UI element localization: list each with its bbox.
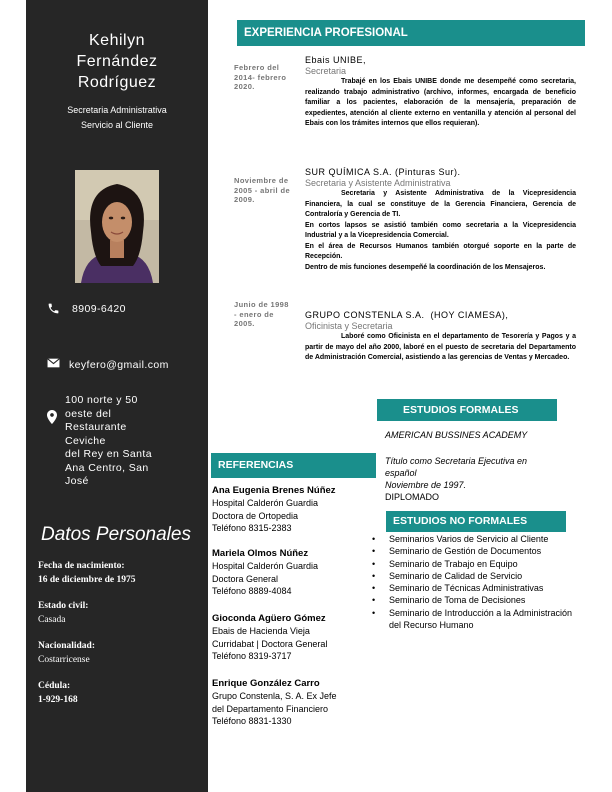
job-date-line: Junio de 1998	[234, 300, 289, 309]
civil-status-label: Estado civil:	[38, 601, 89, 611]
reference-entry	[212, 548, 377, 597]
job-date-line: - enero de	[234, 309, 274, 319]
job-description-text: En el área de Recursos Humanos también otorgué soporte en la parte de Recepción.	[305, 242, 576, 260]
reference-entry	[212, 485, 377, 534]
id-number-value: 1-929-168	[38, 694, 78, 705]
job-title	[26, 103, 208, 133]
reference-name: Gioconda Agüero Gómez	[212, 613, 326, 624]
email-address: keyfero@gmail.com	[69, 359, 169, 371]
degree-line: español	[385, 468, 417, 478]
job-date-line: Noviembre de	[234, 176, 289, 185]
job-position: Secretaria y Asistente Administrativa	[305, 178, 451, 188]
phone-number: 8909-6420	[72, 303, 126, 315]
reference-detail: Hospital Calderón Guardia	[212, 561, 319, 572]
degree-line: Título como Secretaria Ejecutiva en	[385, 456, 528, 466]
birth-date-label: Fecha de nacimiento:	[38, 561, 125, 571]
list-item: • Seminario de Gestión de Documentos	[372, 545, 572, 557]
company-name: SUR QUÍMICA S.A. (Pinturas Sur).	[305, 167, 461, 177]
job-entry	[305, 167, 576, 273]
job-description-text: En cortos lapsos se asistió también como secretaria a la Vicepresidencia Industrial y a la Vicepresidencia Comercial.	[305, 221, 576, 239]
list-item: • Seminario de Introducción a la Administración del Recurso Humano	[372, 607, 572, 632]
job-date-line: 2020.	[234, 82, 255, 91]
location-pin-icon	[47, 410, 57, 424]
reference-detail: Ebais de Hacienda Vieja	[212, 626, 310, 637]
nationality-label: Nacionalidad:	[38, 641, 96, 651]
job-position: Secretaria	[305, 66, 347, 76]
address-line: oeste del	[65, 407, 112, 420]
job-entry	[305, 310, 576, 364]
list-item: • Seminario de Trabajo en Equipo	[372, 558, 572, 570]
address-line: del Rey en Santa	[65, 448, 152, 460]
name-line: Rodríguez	[77, 74, 157, 91]
reference-detail: Doctora de Ortopedia	[212, 510, 299, 521]
formal-school: AMERICAN BUSSINES ACADEMY	[385, 430, 528, 440]
reference-phone: Teléfono 8831-1330	[212, 715, 292, 726]
address-line: Ceviche	[65, 434, 106, 447]
nonformal-studies-list	[372, 533, 572, 631]
list-item: • Seminarios Varios de Servicio al Cliente	[372, 533, 572, 545]
profile-photo	[75, 170, 159, 283]
name-line: Kehilyn	[89, 32, 145, 49]
list-item: • Seminario de Calidad de Servicio	[372, 570, 572, 582]
person-name	[26, 30, 208, 93]
phone-icon	[47, 302, 60, 315]
reference-detail: Curridabat | Doctora General	[212, 638, 328, 649]
job-description	[305, 189, 576, 273]
job-date-line: Febrero del	[234, 63, 280, 72]
experience-heading: EXPERIENCIA PROFESIONAL	[237, 20, 585, 46]
list-item: • Seminario de Técnicas Administrativas	[372, 582, 572, 594]
id-number	[38, 680, 78, 707]
reference-phone: Teléfono 8889-4084	[212, 585, 292, 596]
job-description	[305, 77, 576, 130]
address	[65, 394, 152, 489]
job-description-text: Laboré como Oficinista en el departamento de Tesorería y Pagos y a partir de mayo del año 2000, laboré en el puesto de secretaria del Departamento de Administración Comercial, asistiendo a las gerencias de Ventas y Mercadeo.	[305, 333, 576, 361]
civil-status-value: Casada	[38, 614, 66, 625]
birth-date	[38, 560, 135, 587]
nationality-value: Costarricense	[38, 654, 90, 665]
job-date	[234, 300, 296, 329]
reference-name: Ana Eugenia Brenes Núñez	[212, 485, 336, 496]
job-description-text: Trabajé en los Ebais UNIBE donde me desempeñé como secretaria, realizando trabajo administrativo (archivo, informes, encargada de beneficio familiar a los pacientes, elaboración de la mensajería, preparación de expedientes, atención al cliente externo en ventanilla y atención al personal del Ebais con los trámites internos que ellos requieran).	[305, 78, 576, 127]
degree-diploma: DIPLOMADO	[385, 492, 440, 502]
job-position: Oficinista y Secretaria	[305, 321, 393, 331]
role-line: Secretaria Administrativa	[67, 105, 167, 115]
reference-name: Mariela Olmos Núñez	[212, 548, 309, 559]
job-date	[234, 63, 296, 92]
job-date-line: 2014- febrero	[234, 72, 287, 82]
reference-entry	[212, 678, 377, 727]
references-heading: REFERENCIAS	[211, 453, 376, 478]
formal-studies-heading: ESTUDIOS FORMALES	[377, 399, 557, 421]
job-entry	[305, 55, 576, 130]
reference-phone: Teléfono 8315-2383	[212, 522, 292, 533]
reference-detail: Hospital Calderón Guardia	[212, 498, 319, 509]
civil-status	[38, 600, 88, 627]
company-name: Ebais UNIBE,	[305, 55, 367, 65]
reference-entry	[212, 613, 377, 662]
birth-date-value: 16 de diciembre de 1975	[38, 574, 136, 585]
job-date-line: 2009.	[234, 195, 255, 204]
degree-date: Noviembre de 1997.	[385, 480, 467, 490]
address-line: Ana Centro, San	[65, 461, 149, 474]
nonformal-studies-heading: ESTUDIOS NO FORMALES	[386, 511, 566, 532]
id-number-label: Cédula:	[38, 681, 71, 691]
reference-detail: del Departamento Financiero	[212, 703, 329, 714]
reference-name: Enrique González Carro	[212, 678, 320, 689]
envelope-icon	[47, 358, 60, 368]
address-line: Restaurante	[65, 421, 127, 433]
nationality	[38, 640, 95, 667]
job-description-text: Dentro de mis funciones desempeñé la coordinación de los Mensajeros.	[305, 263, 546, 271]
job-date	[234, 176, 296, 205]
company-name: GRUPO CONSTENLA S.A. (HOY CIAMESA),	[305, 310, 509, 320]
reference-detail: Doctora General	[212, 573, 279, 584]
job-date-line: 2005.	[234, 319, 255, 328]
role-line: Servicio al Cliente	[80, 120, 154, 130]
job-description	[305, 332, 576, 364]
job-description-text: Secretaria y Asistente Administrativa de la Vicepresidencia Financiera, la cual se constituye de la Gerencia Financiera, Gerencia de Contraloría y Gerencia de TI.	[305, 190, 576, 218]
personal-data-heading: Datos Personales	[41, 524, 191, 545]
reference-phone: Teléfono 8319-3717	[212, 650, 292, 661]
reference-detail: Grupo Constenla, S. A. Ex Jefe	[212, 691, 337, 702]
address-line: 100 norte y 50	[65, 394, 138, 406]
sidebar	[26, 0, 208, 792]
formal-degree	[385, 455, 575, 503]
name-line: Fernández	[76, 53, 158, 70]
address-line: José	[65, 475, 89, 487]
list-item: • Seminario de Toma de Decisiones	[372, 594, 572, 606]
job-date-line: 2005 - abril de	[234, 185, 291, 195]
